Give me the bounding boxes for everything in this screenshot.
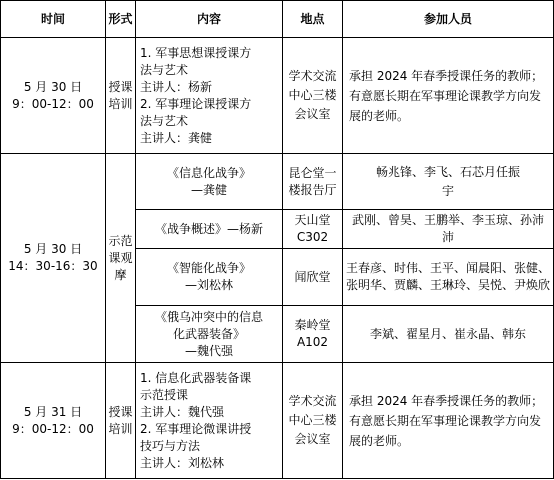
session-location: 昆仑堂一楼报告厅 bbox=[283, 154, 343, 210]
session-participants: 承担 2024 年春季授课任务的教师；有意愿长期在军事理论课教学方向发展的老师。 bbox=[343, 363, 554, 479]
content-line: —魏代强 bbox=[184, 343, 233, 358]
session-location: 闻欣堂 bbox=[283, 249, 343, 306]
session-content bbox=[136, 154, 283, 210]
content-line: —龚健 bbox=[190, 182, 227, 197]
content-line: 2. 军事理论课授课方 bbox=[140, 96, 252, 111]
header-form: 形式 bbox=[106, 1, 136, 38]
session-time: 9：00-12：00 bbox=[12, 96, 94, 111]
header-location: 地点 bbox=[283, 1, 343, 38]
session-participants: 王春彦、时伟、王平、闻晨阳、张健、张明华、贾麟、王琳玲、吴悦、尹焕欣 bbox=[343, 249, 554, 306]
content-line: 化武器装备》 bbox=[172, 326, 245, 341]
content-line: 主讲人：杨新 bbox=[140, 79, 213, 94]
session-form: 示范课观摩 bbox=[106, 154, 136, 363]
content-line: 1. 军事思想课授课方 bbox=[140, 45, 252, 60]
session-content bbox=[136, 210, 283, 249]
content-line: 《俄乌冲突中的信息 bbox=[154, 309, 263, 324]
content-line: 法与艺术 bbox=[140, 62, 189, 77]
content-line: —刘松林 bbox=[184, 278, 233, 292]
content-line: 《智能化战争》 bbox=[166, 261, 251, 275]
session-location: 天山堂 C302 bbox=[283, 210, 343, 249]
content-line: 技巧与方法 bbox=[140, 438, 201, 453]
session-location: 学术交流中心三楼会议室 bbox=[283, 38, 343, 154]
session-date: 5 月 30 日 bbox=[23, 79, 83, 94]
session-participants: 承担 2024 年春季授课任务的教师；有意愿长期在军事理论课教学方向发展的老师。 bbox=[343, 38, 554, 154]
content-line: 示范授课 bbox=[140, 387, 189, 402]
session-content bbox=[136, 249, 283, 306]
session-form: 授课培训 bbox=[106, 363, 136, 479]
content-line: 主讲人：龚健 bbox=[140, 130, 213, 145]
session-time-cell bbox=[1, 363, 106, 479]
session-content bbox=[136, 38, 283, 154]
session-location: 秦岭堂A102 bbox=[283, 306, 343, 363]
header-time: 时间 bbox=[1, 1, 106, 38]
session-participants: 畅兆锋、李飞、石芯月任振宇 bbox=[343, 154, 554, 210]
session-location: 学术交流中心三楼会议室 bbox=[283, 363, 343, 479]
session-content bbox=[136, 363, 283, 479]
content-line: 《战争概述》—杨新 bbox=[154, 221, 263, 236]
content-line: 2. 军事理论微课讲授 bbox=[140, 421, 252, 436]
session-time: 9：00-12：00 bbox=[12, 421, 94, 436]
session-time-cell bbox=[1, 154, 106, 363]
content-line: 1. 信息化武器装备课 bbox=[140, 370, 252, 385]
header-content: 内容 bbox=[136, 1, 283, 38]
session-content bbox=[136, 306, 283, 363]
content-line: 《信息化战争》 bbox=[166, 165, 251, 180]
session-date: 5 月 30 日 bbox=[23, 242, 83, 256]
table-row bbox=[1, 38, 554, 154]
header-row bbox=[1, 1, 554, 38]
session-participants: 武刚、曾昊、王鹏举、李玉琼、孙沛沛 bbox=[343, 210, 554, 249]
session-time: 14：30-16：30 bbox=[8, 259, 98, 273]
content-line: 主讲人：刘松林 bbox=[140, 455, 225, 470]
table-row bbox=[1, 154, 554, 210]
content-line: 主讲人：魏代强 bbox=[140, 404, 225, 419]
session-date: 5 月 31 日 bbox=[23, 404, 83, 419]
session-participants: 李斌、翟星月、崔永晶、韩东 bbox=[343, 306, 554, 363]
session-time-cell bbox=[1, 38, 106, 154]
table-row bbox=[1, 363, 554, 479]
session-form: 授课培训 bbox=[106, 38, 136, 154]
content-line: 法与艺术 bbox=[140, 113, 189, 128]
header-participants: 参加人员 bbox=[343, 1, 554, 38]
